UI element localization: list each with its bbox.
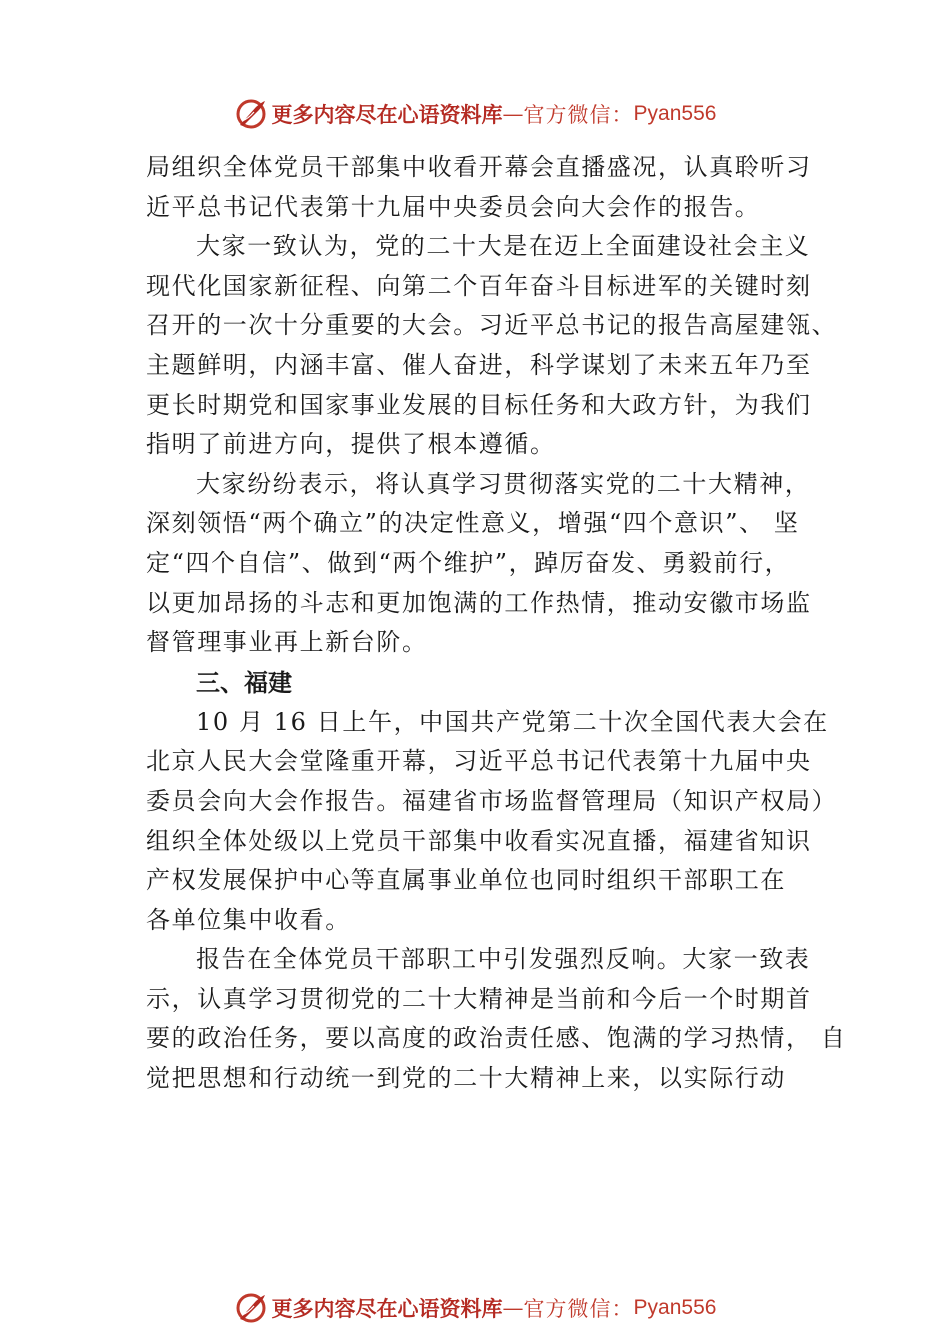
paragraph-3 [146,465,822,663]
text-line: 近平总书记代表第十九届中央委员会向大会作的报告。 [146,192,761,221]
text-line: 主题鲜明，内涵丰富、催人奋进，科学谋划了未来五年乃至 [146,350,812,379]
text-line: 指明了前进方向，提供了根本遵循。 [146,430,556,459]
banner-wechat-label: 官方微信： [523,1297,634,1321]
banner-title: 更多内容尽在心语资料库 [271,1296,503,1321]
banner-wechat-id: Pyan556 [633,102,717,125]
text-line: 产权发展保护中心等直属事业单位也同时组织干部职工在 [146,866,786,895]
paragraph-2 [146,227,838,465]
paragraph-4 [146,703,838,941]
header-banner [0,94,950,134]
text-line: 深刻领悟“两个确立”的决定性意义，增强“四个意识”、 坚 [146,509,800,538]
text-line: 局组织全体党员干部集中收看开幕会直播盛况，认真聆听习 [146,153,812,181]
paragraph-5 [146,940,847,1098]
quill-circle-icon [234,1291,268,1325]
text-line: 委员会向大会作报告。福建省市场监督管理局（知识产权局） [146,786,838,815]
text-line: 大家纷纷表示，将认真学习贯彻落实党的二十大精神， [196,469,811,498]
text-line: 以更加昂扬的斗志和更加饱满的工作热情，推动安徽市场监 [146,588,812,617]
quill-circle-icon [234,97,268,131]
text-line: 组织全体处级以上党员干部集中收看实况直播，福建省知识 [146,826,812,855]
section-heading: 三、福建 [196,668,292,697]
document-body [146,148,847,1099]
banner-title: 更多内容尽在心语资料库 [271,102,503,127]
text-line: 更长时期党和国家事业发展的目标任务和大政方针，为我们 [146,390,812,419]
text-line: 大家一致认为，党的二十大是在迈上全面建设社会主义 [196,232,811,261]
banner-wechat-label: 官方微信： [523,103,634,127]
text-line: 召开的一次十分重要的大会。习近平总书记的报告高屋建瓴、 [146,311,838,340]
text-line: 示，认真学习贯彻党的二十大精神是当前和今后一个时期首 [146,984,812,1013]
text-line: 定“四个自信”、做到“两个维护”，踔厉奋发、勇毅前行， [146,548,791,577]
footer-banner [0,1288,950,1328]
text-line: 10 月 16 日上午，中国共产党第二十次全国代表大会在 [196,707,829,736]
text-line: 北京人民大会堂隆重开幕，习近平总书记代表第十九届中央 [146,747,812,776]
text-line: 督管理事业再上新台阶。 [146,628,428,657]
text-line: 各单位集中收看。 [146,905,351,934]
banner-wechat-id: Pyan556 [633,1296,717,1319]
text-line: 觉把思想和行动统一到党的二十大精神上来，以实际行动 [146,1064,786,1093]
text-line: 要的政治任务，要以高度的政治责任感、饱满的学习热情， 自 [146,1024,847,1053]
banner-dash: — [502,102,524,126]
banner-dash: — [502,1296,524,1320]
text-line: 现代化国家新征程、向第二个百年奋斗目标进军的关键时刻 [146,271,812,300]
paragraph-1 [146,148,822,227]
text-line: 报告在全体党员干部职工中引发强烈反响。大家一致表 [196,945,811,974]
